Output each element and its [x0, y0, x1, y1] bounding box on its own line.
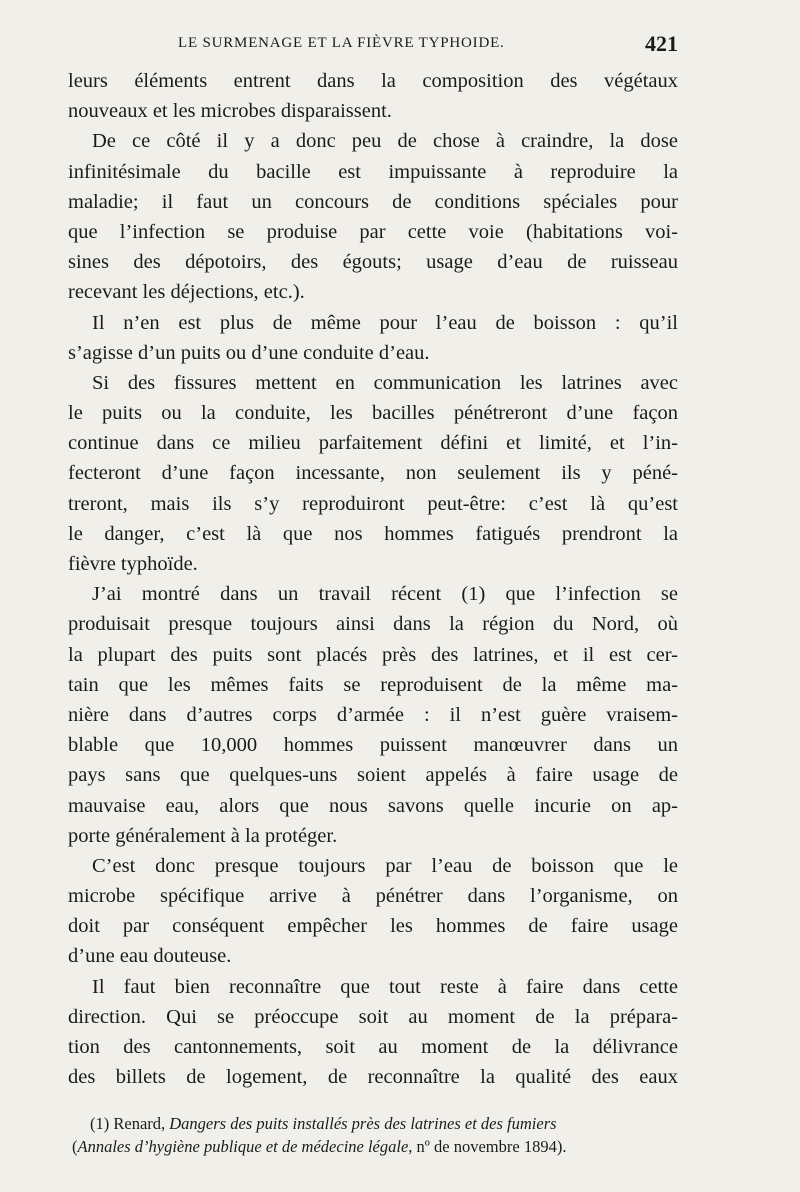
- text-line: leurs éléments entrent dans la composition des végétaux: [68, 70, 678, 92]
- footnote-prefix: (1) Renard,: [90, 1114, 170, 1133]
- text-line: produisait presque toujours ainsi dans la région du Nord, où: [68, 613, 678, 636]
- text-line: fièvre typhoïde.: [68, 553, 198, 575]
- text-line: nière dans d’autres corps d’armée : il n’est guère vraisem-: [68, 703, 678, 726]
- text-line: infinitésimale du bacille est impuissante à reproduire la: [68, 160, 678, 183]
- text-line: recevant les déjections, etc.).: [68, 281, 305, 304]
- text-line: continue dans ce milieu parfaitement défini et limité, et l’in-: [68, 432, 678, 455]
- footnote-line: [72, 1135, 678, 1158]
- body-text: [68, 66, 678, 1092]
- text-line: le danger, c’est là que nos hommes fatigués prendront la: [68, 522, 678, 545]
- text-line: tain que les mêmes faits se reproduisent de la même ma-: [68, 673, 678, 696]
- text-line: maladie; il faut un concours de conditions spéciales pour: [68, 190, 678, 213]
- text-line: sines des dépotoirs, des égouts; usage d’eau de ruisseau: [68, 251, 678, 274]
- text-line: J’ai montré dans un travail récent (1) que l’infection se: [92, 583, 678, 606]
- footnote-issue: , nº de novembre 1894).: [408, 1137, 567, 1156]
- text-line: blable que 10,000 hommes puissent manœuvrer dans un: [68, 734, 678, 757]
- page-number: 421: [645, 31, 678, 56]
- text-line: fecteront d’une façon incessante, non seulement ils y péné-: [68, 462, 678, 485]
- text-line: doit par conséquent empêcher les hommes de faire usage: [68, 915, 678, 938]
- text-line: la plupart des puits sont placés près des latrines, et il est cer-: [68, 643, 678, 666]
- footnote: [72, 1112, 678, 1158]
- running-title: LE SURMENAGE ET LA FIÈVRE TYPHOIDE.: [178, 35, 505, 51]
- footnote-title: Dangers des puits installés près des latrines et des fumiers: [169, 1114, 557, 1133]
- text-line: C’est donc presque toujours par l’eau de boisson que le: [92, 854, 678, 877]
- text-line: d’une eau douteuse.: [68, 945, 232, 968]
- text-line: s’agisse d’un puits ou d’une conduite d’eau.: [68, 341, 430, 364]
- text-line: treront, mais ils s’y reproduiront peut-être: c’est là qu’est: [68, 492, 678, 515]
- text-line: pays sans que quelques-uns soient appelés à faire usage de: [68, 764, 678, 787]
- text-line: nouveaux et les microbes disparaissent.: [68, 100, 392, 123]
- text-line: Il n’en est plus de même pour l’eau de boisson : qu’il: [92, 311, 678, 334]
- text-line: porte généralement à la protéger.: [68, 824, 338, 847]
- text-line: Il faut bien reconnaître que tout reste à faire dans cette: [92, 975, 678, 998]
- footnote-line: [72, 1112, 678, 1135]
- text-line: Si des fissures mettent en communication les latrines avec: [92, 371, 678, 394]
- text-line: le puits ou la conduite, les bacilles pénétreront d’une façon: [68, 402, 678, 425]
- text-line: tion des cantonnements, soit au moment de la délivrance: [68, 1036, 678, 1058]
- text-line: des billets de logement, de reconnaître la qualité des eaux: [68, 1066, 678, 1089]
- text-line: mauvaise eau, alors que nous savons quelle incurie on ap-: [68, 794, 678, 817]
- text-line: direction. Qui se préoccupe soit au moment de la prépara-: [68, 1005, 678, 1028]
- page-header: [178, 33, 678, 57]
- footnote-open-paren: (: [72, 1137, 78, 1156]
- footnote-journal: Annales d’hygiène publique et de médecine légale: [77, 1137, 409, 1156]
- text-line: microbe spécifique arrive à pénétrer dans l’organisme, on: [68, 885, 678, 908]
- text-line: De ce côté il y a donc peu de chose à craindre, la dose: [92, 130, 678, 153]
- text-line: que l’infection se produise par cette voie (habitations voi-: [68, 220, 678, 243]
